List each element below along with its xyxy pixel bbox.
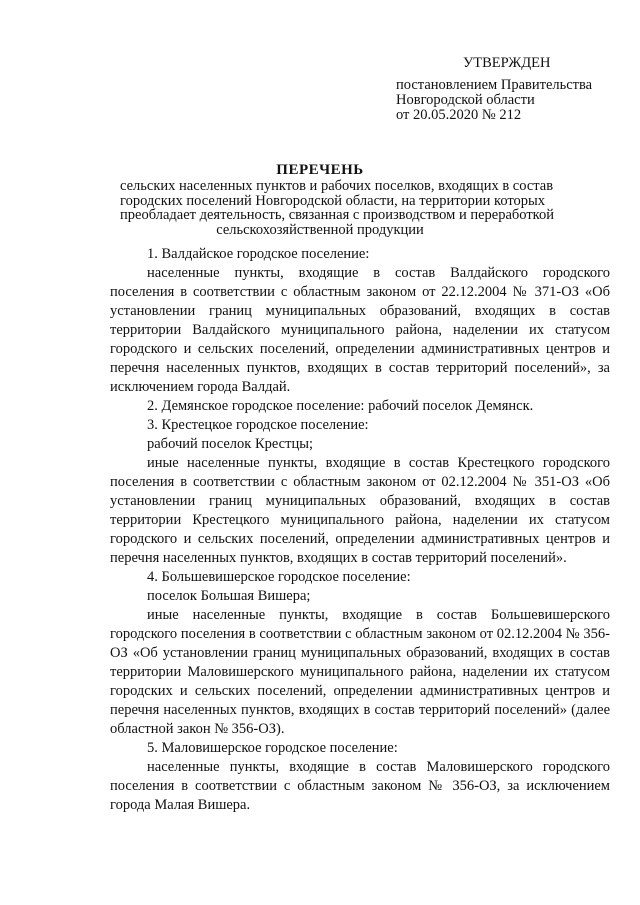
list-item-heading: 3. Крестецкое городское поселение: xyxy=(147,417,369,433)
list-item-heading: 4. Большевишерское городское поселение: xyxy=(147,569,411,585)
list-item-heading: 5. Маловишерское городское поселение: xyxy=(147,740,398,756)
approval-stamp xyxy=(396,56,592,123)
approval-line: постановлением Правительства xyxy=(396,77,593,93)
document-heading: ПЕРЕЧЕНЬ xyxy=(276,162,364,178)
subtitle-line: сельских населенных пунктов и рабочих поселков, входящих в состав xyxy=(120,178,554,194)
approval-date-line: от 20.05.2020 № 212 xyxy=(396,107,522,123)
document-body xyxy=(110,245,610,815)
paragraph: населенные пункты, входящие в состав Валдайского городского поселения в соответствии с областным законом от 22.12.2004 № 371-ОЗ «Об установлении границ муниципальных образований, входящих в состав территории Валдайского муниципального района, наделении их статусом городского и сельских поселений, определении административных центров и перечня населенных пунктов, входящих в состав территорий поселений», за исключением города Валдай. xyxy=(110,265,610,395)
list-item-heading: 2. Демянское городское поселение: рабочий поселок Демянск. xyxy=(147,398,534,414)
approval-title: УТВЕРЖДЕН xyxy=(463,55,551,71)
document-subtitle xyxy=(120,178,554,238)
paragraph: поселок Большая Вишера; xyxy=(147,588,311,604)
paragraph: рабочий поселок Крестцы; xyxy=(147,436,313,452)
approval-line: Новгородской области xyxy=(396,92,535,108)
paragraph: иные населенные пункты, входящие в состав Большевишерского городского поселения в соответствии с областным законом от 02.12.2004 № 356-ОЗ «Об установлении границ муниципальных образований, входящих в состав территории Маловишерского муниципального района, наделении их статусом городских и сельских поселений, определении административных центров и перечня населенных пунктов, входящих в состав территорий поселений» (далее областной закон № 356-ОЗ). xyxy=(110,607,610,737)
subtitle-line: городских поселений Новгородской области, на территории которых xyxy=(120,192,546,209)
paragraph: иные населенные пункты, входящие в состав Крестецкого городского поселения в соответствии с областным законом от 02.12.2004 № 351-ОЗ «Об установлении границ муниципальных образований, входящих в состав территории Крестецкого муниципального района, наделении их статусом городского и сельских поселений, определении административных центров и перечня населенных пунктов, входящих в состав территорий поселений». xyxy=(110,455,610,566)
paragraph: населенные пункты, входящие в состав Маловишерского городского поселения в соответствии с областным законом № 356-ОЗ, за исключением города Малая Вишера. xyxy=(110,759,610,813)
list-item-heading: 1. Валдайское городское поселение: xyxy=(147,246,370,262)
subtitle-line: сельскохозяйственной продукции xyxy=(216,221,424,238)
subtitle-line: преобладает деятельность, связанная с производством и переработкой xyxy=(120,207,554,223)
